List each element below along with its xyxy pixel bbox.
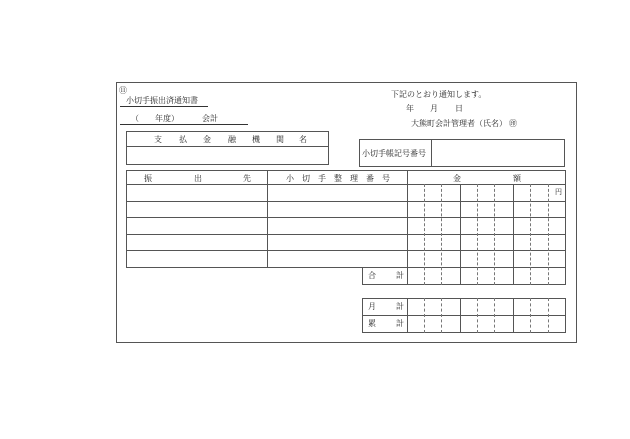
col-payee-char-1: 出 [194, 174, 202, 183]
digit-guide-1-1 [441, 298, 442, 333]
total-row [362, 267, 566, 285]
monthly-label-char-1: 計 [396, 302, 404, 311]
cumulative-label-char-1: 計 [396, 319, 404, 328]
row-line-3 [126, 234, 566, 235]
date-year: 年 [406, 104, 414, 113]
col-checkno-char-0: 小 [286, 174, 294, 183]
form-title: 小切手振出済通知書 [126, 96, 198, 105]
digit-guide-0-7 [548, 184, 549, 285]
digit-guide-0-5 [513, 184, 514, 285]
col-checkno-char-2: 手 [318, 174, 326, 183]
summary-row-line [362, 315, 566, 316]
monthly-label-char-0: 月 [368, 302, 376, 311]
row-line-1 [126, 201, 566, 202]
check-book-divider [431, 139, 432, 167]
cumulative-label-char-0: 累 [368, 319, 376, 328]
col-divider-payee [267, 170, 268, 267]
digit-guide-0-0 [424, 184, 425, 285]
digit-guide-0-4 [494, 184, 495, 285]
header-row-line [126, 184, 566, 185]
date-month: 月 [430, 104, 438, 113]
seal-mark: ㊞ [509, 119, 517, 128]
title-underline [120, 106, 208, 107]
payment-bank-char-0: 支 [154, 135, 162, 144]
date-day: 日 [455, 104, 463, 113]
digit-guide-1-2 [460, 298, 461, 333]
yen-unit: 円 [555, 188, 562, 196]
summary-col-divider [407, 298, 408, 333]
account-label: 会計 [202, 114, 218, 123]
total-label-char-1: 計 [396, 271, 404, 280]
row-line-4 [126, 250, 566, 251]
digit-guide-0-2 [460, 184, 461, 285]
digit-guide-1-4 [494, 298, 495, 333]
col-checkno-char-4: 理 [350, 174, 358, 183]
total-label-char-0: 合 [368, 271, 376, 280]
col-checkno-char-1: 切 [302, 174, 310, 183]
payment-bank-char-1: 払 [179, 135, 187, 144]
col-amount-char-0: 金 [453, 174, 461, 183]
payment-bank-char-3: 融 [228, 135, 236, 144]
col-checkno-char-6: 号 [382, 174, 390, 183]
col-checkno-char-3: 整 [334, 174, 342, 183]
check-book-label: 小切手帳記号番号 [362, 149, 426, 158]
payment-bank-char-6: 名 [299, 135, 307, 144]
payment-bank-char-2: 金 [203, 135, 211, 144]
col-amount-char-1: 額 [513, 174, 521, 183]
table-left-edge [126, 170, 127, 267]
digit-guide-1-3 [477, 298, 478, 333]
row-line-2 [126, 217, 566, 218]
notice-text: 下記のとおり通知します。 [391, 90, 487, 99]
left-edge-mask [120, 251, 130, 267]
col-payee-char-0: 振 [144, 174, 152, 183]
digit-guide-0-3 [477, 184, 478, 285]
year-account-underline [120, 124, 248, 125]
payment-bank-char-5: 関 [276, 135, 284, 144]
digit-guide-0-1 [441, 184, 442, 285]
form-number-mark: ⑪ [119, 86, 127, 95]
digit-guide-1-0 [424, 298, 425, 333]
payment-bank-divider [126, 146, 329, 147]
row-line-5-left [126, 267, 267, 268]
year-label: （ 年度） [131, 114, 179, 123]
col-payee-char-2: 先 [243, 174, 251, 183]
digit-guide-0-6 [530, 184, 531, 285]
issuer-name: 大熊町会計管理者（氏名） [411, 119, 507, 128]
payment-bank-char-4: 機 [252, 135, 260, 144]
digit-guide-1-6 [530, 298, 531, 333]
col-checkno-char-5: 番 [366, 174, 374, 183]
digit-guide-1-7 [548, 298, 549, 333]
digit-guide-1-5 [513, 298, 514, 333]
